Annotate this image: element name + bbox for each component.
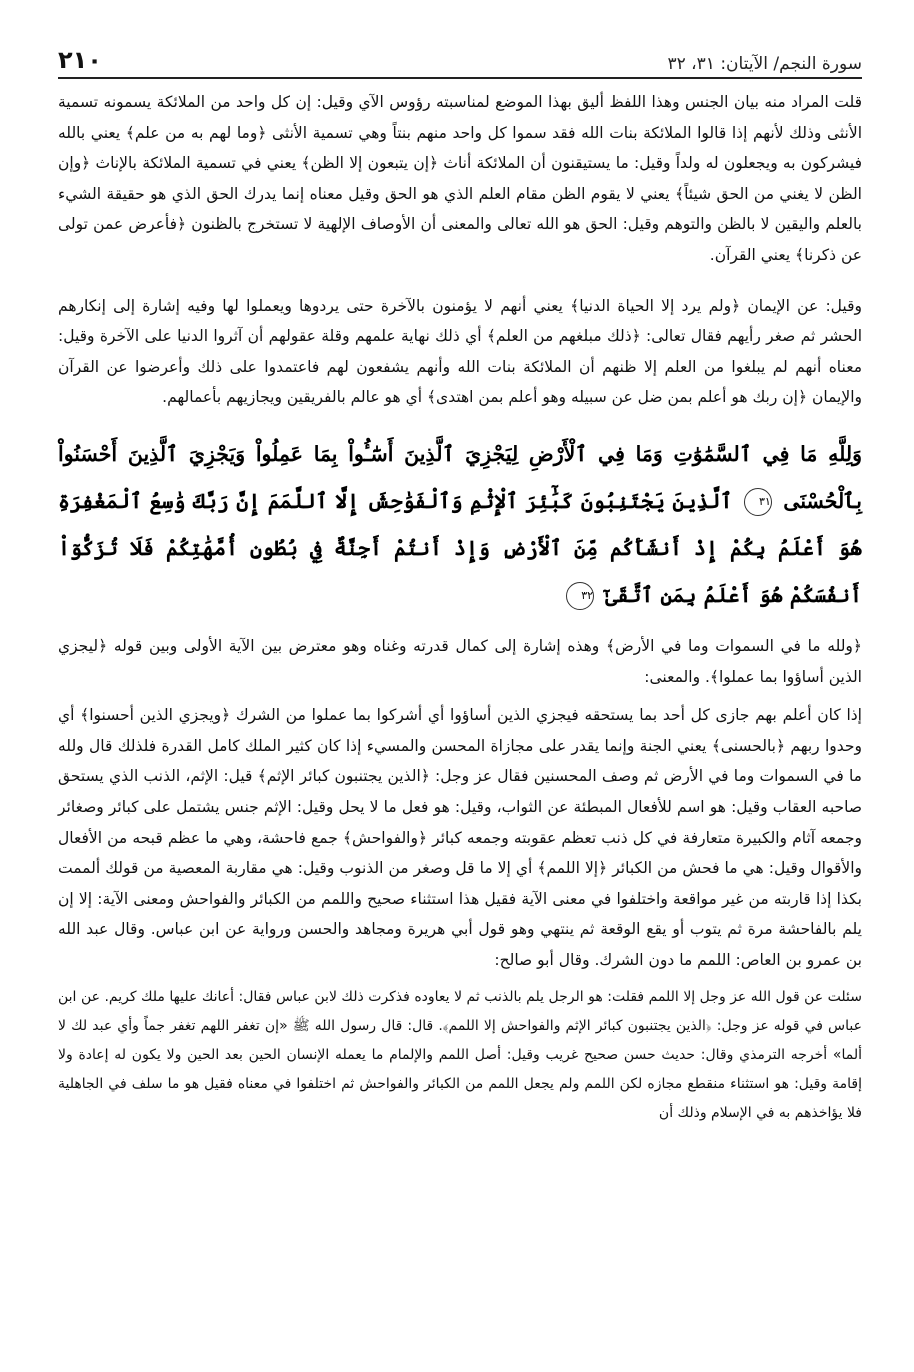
commentary-paragraph: ﴿ولله ما في السموات وما في الأرض﴾ وهذه إشارة إلى كمال قدرته وغناه وهو معترض بين الآية الأولى وبين قوله ﴿ليجزي الذين أساؤوا بما عملوا﴾. والمعنى: bbox=[58, 636, 862, 686]
commentary-paragraph-small: سئلت عن قول الله عز وجل إلا اللمم فقلت: هو الرجل يلم بالذنب ثم لا يعاوده فذكرت ذلك لابن عباس فقال: أعانك عليها ملك كريم. عن ابن عباس في قوله عز وجل: ﴿الذين يجتنبون كبائر الإثم والفواحش إلا اللمم﴾. قال: قال رسول الله ﷺ «إن تغفر اللهم تغفر جماً وأي عبد لك لا ألما» أخرجه الترمذي وقال: حديث حسن صحيح غريب وقيل: أصل اللمم والإلمام ما يعمله الإنسان الحين بعد الحين ولا يكون له إعادة ولا إقامة وقيل: هو استثناء منقطع مجازه لكن اللمم ولم يجعل اللمم من الكبائر والفواحش ثم اختلفوا في معناه فقيل هو ما سلف في الجاهلية فلا يؤاخذهم به في الإسلام وذلك أن bbox=[58, 989, 862, 1122]
verse-text: وَلِلَّهِ مَا فِي ٱلسَّمَٰوَٰتِ وَمَا فِي ٱلْأَرْضِ لِيَجْزِيَ ٱلَّذِينَ أَسَٰٓـُٔواْ بِمَا عَمِلُواْ وَيَجْزِيَ ٱلَّذِينَ أَحْسَنُواْ بِٱلْحُسْنَى bbox=[58, 441, 862, 513]
ayah-number-marker: ٣١ bbox=[744, 488, 772, 516]
running-title: سورة النجم/ الآيتان: ٣١، ٣٢ bbox=[667, 54, 862, 74]
commentary-paragraph: قلت المراد منه بيان الجنس وهذا اللفظ أليق بهذا الموضع لمناسبته رؤوس الآي وقيل: إن كل واحد من الملائكة يسمونه تسمية الأنثى وذلك لأنهم إذا قالوا الملائكة بنات الله فقد سموا كل واحد منهم بنتاً وهي تسمية الأنثى ﴿وما لهم به من علم﴾ يعني بالله فيشركون به ويجعلون له ولداً وقيل: ما يستيقنون أن الملائكة أناث ﴿إن يتبعون إلا الظن﴾ يعني في تسمية الملائكة بالإناث ﴿وإن الظن لا يغني من الحق شيئاً﴾ يعني لا يقوم الظن مقام العلم الذي هو الحق وقيل معناه إنما يدرك الحق الذي هو حقيقة الشيء بالعلم واليقين لا بالظن والتوهم وقيل: الحق هو الله تعالى والمعنى أن الأوصاف الإلهية لا تستخرج بالظنون ﴿فأعرض عمن تولى عن ذكرنا﴾ يعني القرآن. bbox=[58, 93, 862, 264]
page-header bbox=[58, 42, 862, 79]
quran-verse-block bbox=[58, 431, 862, 619]
commentary-paragraph: وقيل: عن الإيمان ﴿ولم يرد إلا الحياة الدنيا﴾ يعني أنهم لا يؤمنون بالآخرة حتى يردوها ويعملوا لها وفيه إشارة إلى إنكارهم الحشر ثم صغر رأيهم فقال تعالى: ﴿ذلك مبلغهم من العلم﴾ أي ذلك نهاية علمهم وقلة عقولهم أن آثروا الدنيا على الآخرة وقيل: معناه أنهم لم يبلغوا من العلم إلا ظنهم أن الملائكة بنات الله وأنهم يشفعون لهم فاعتمدوا على ذلك وأعرضوا عن القرآن والإيمان ﴿إن ربك هو أعلم بمن ضل عن سبيله وهو أعلم بمن اهتدى﴾ أي هو عالم بالفريقين ويجازيهم بأعمالهم. bbox=[58, 296, 862, 407]
page-number: ٢١٠ bbox=[58, 46, 102, 74]
commentary-paragraph: إذا كان أعلم بهم جازى كل أحد بما يستحقه فيجزي الذين أساؤوا أي أشركوا بما عملوا من الشرك ﴿ويجزي الذين أحسنوا﴾ أي وحدوا ربهم ﴿بالحسنى﴾ يعني الجنة وإنما يقدر على مجازاة المحسن والمسيء إذا كان كثير الملك كامل القدرة فلذلك قال ولله ما في السموات وما في الأرض ثم وصف المحسنين فقال عز وجل: ﴿الذين يجتنبون كبائر الإثم﴾ قيل: الإثم، الذنب الذي يستحق صاحبه العقاب وقيل: هو اسم للأفعال المبطئة عن الثواب، وقيل: هو فعل ما لا يحل وقيل: الإثم جنس يشتمل على كبائر وصغائر وجمعه آثام والكبيرة متعارفة في كل ذنب تعظم عقوبته وجمعه كبائر ﴿والفواحش﴾ جمع فاحشة، وهي ما عظم قبحه من الأفعال والأقوال وقيل: هي ما فحش من الكبائر ﴿إلا اللمم﴾ أي إلا ما قل وصغر من الذنوب وقيل: هي مقاربة المعصية من قولك ألممت بكذا إذا قاربته من غير مواقعة واختلفوا في معنى الآية فقيل هذا استثناء صحيح واللمم من الكبائر والفواحش ومعنى الآية: إلا إن يلم بالفاحشة مرة ثم يتوب أو يقع الوقعة ثم ينتهي وهو قول أبي هريرة ومجاهد والحسن ورواية عن ابن عباس. وقال عبد الله بن عمرو بن العاص: اللمم ما دون الشرك. وقال أبو صالح: bbox=[58, 706, 862, 969]
ayah-number-marker: ٣٢ bbox=[566, 582, 594, 610]
verse-text: ٱلَّذِينَ يَجْتَنِبُونَ كَبَٰٓئِرَ ٱلْإِثْمِ وَٱلْفَوَٰحِشَ إِلَّا ٱللَّمَمَ إِنَّ رَبَّكَ وَٰسِعُ ٱلْمَغْفِرَةِ هُوَ أَعْلَمُ بِكُمْ إِذْ أَنشَأَكُم مِّنَ ٱلْأَرْضِ وَإِذْ أَنتُمْ أَجِنَّةٌ فِي بُطُونِ أُمَّهَٰتِكُمْ فَلَا تُزَكُّوٓاْ أَنفُسَكُمْ هُوَ أَعْلَمُ بِمَنِ ٱتَّقَىٰٓ bbox=[58, 488, 862, 607]
